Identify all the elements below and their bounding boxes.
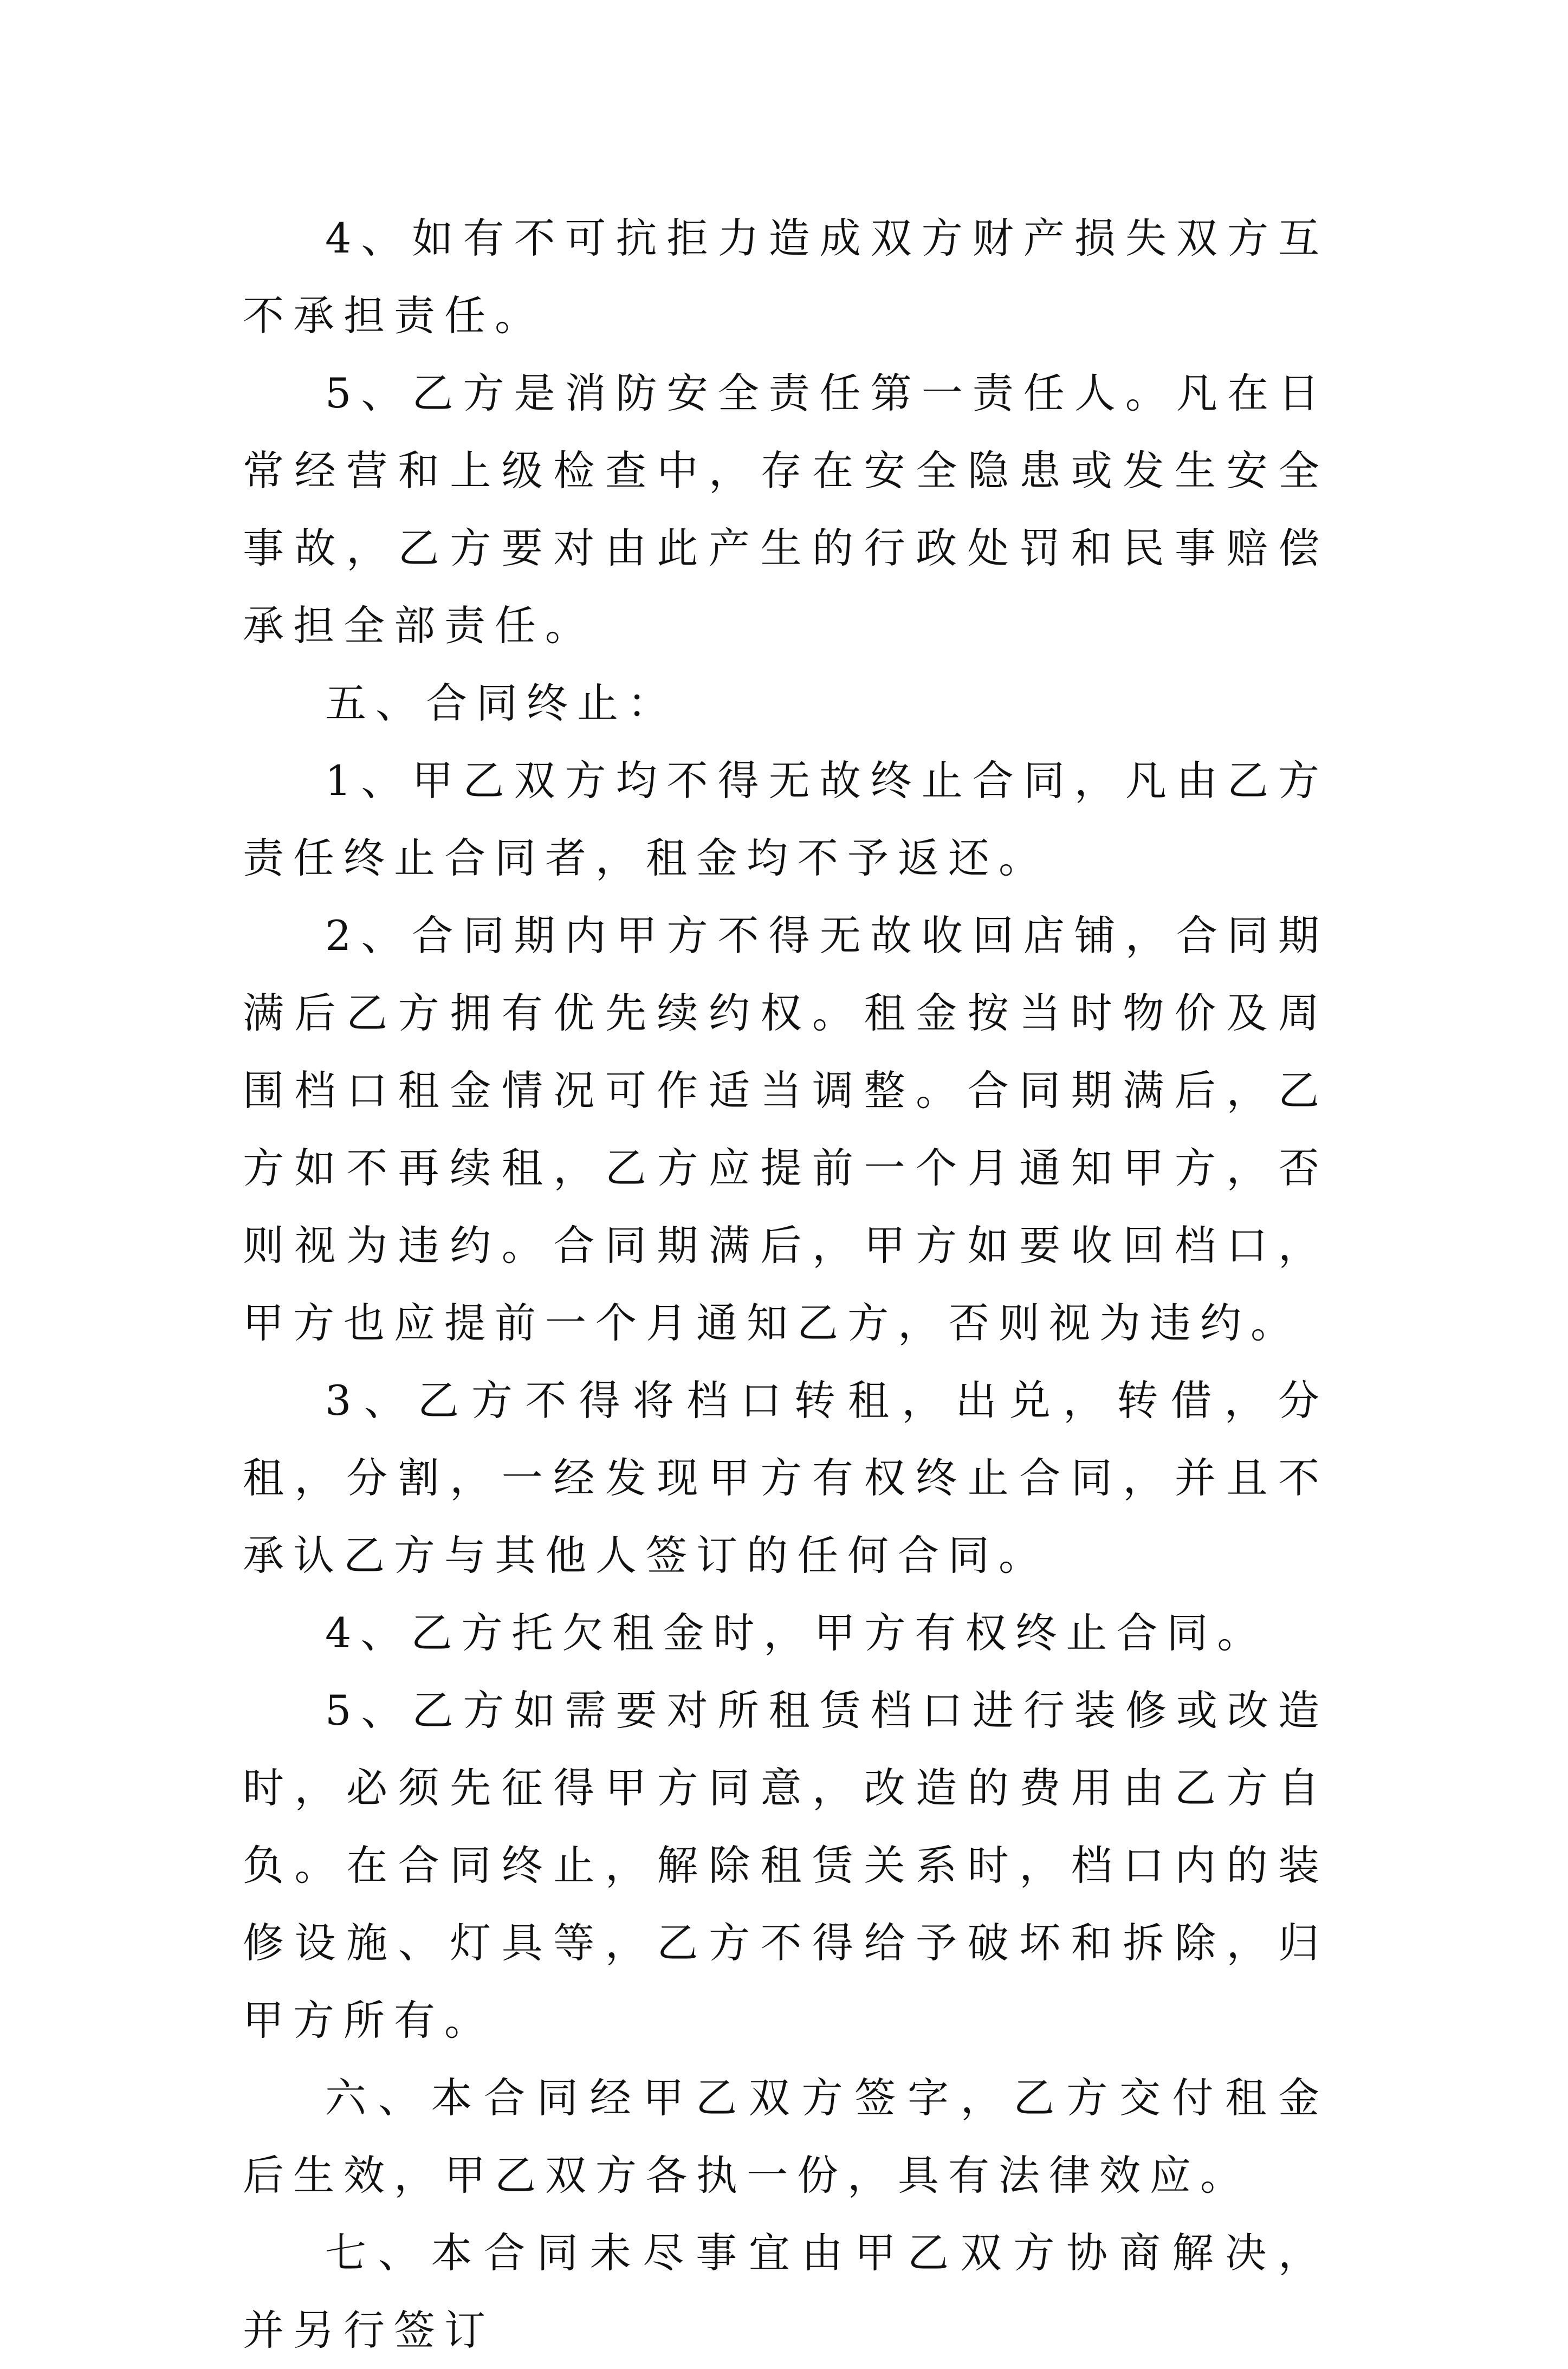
paragraph-termination-5: 5、乙方如需要对所租赁档口进行装修或改造时，必须先征得甲方同意，改造的费用由乙方自负。在合同终止，解除租赁关系时，档口内的装修设施、灯具等，乙方不得给予破坏和拆除，归甲方所有。 (243, 1686, 1329, 2044)
paragraph-termination-2: 2、合同期内甲方不得无故收回店铺，合同期满后乙方拥有优先续约权。租金按当时物价及周围档口租金情况可作适当调整。合同期满后，乙方如不再续租，乙方应提前一个月通知甲方，否则视为违约。合同期满后，甲方如要收回档口，甲方也应提前一个月通知乙方，否则视为违约。 (243, 911, 1329, 1347)
section-six-effectiveness: 六、本合同经甲乙双方签字，乙方交付租金后生效，甲乙双方各执一份，具有法律效应。 (243, 2074, 1329, 2199)
paragraph-termination-4: 4、乙方托欠租金时，甲方有权终止合同。 (325, 1609, 1268, 1657)
paragraph-force-majeure: 4、如有不可抗拒力造成双方财产损失双方互不承担责任。 (243, 214, 1329, 340)
paragraph-fire-safety: 5、乙方是消防安全责任第一责任人。凡在日常经营和上级检查中，存在安全隐患或发生安全事故，乙方要对由此产生的行政处罚和民事赔偿承担全部责任。 (243, 369, 1329, 650)
document-body (243, 199, 1329, 2369)
section-heading-termination: 五、合同终止： (325, 679, 678, 727)
paragraph-termination-3: 3、乙方不得将档口转租，出兑，转借，分租，分割，一经发现甲方有权终止合同，并且不承认乙方与其他人签订的任何合同。 (243, 1376, 1329, 1580)
paragraph-termination-1: 1、甲乙双方均不得无故终止合同，凡由乙方责任终止合同者，租金均不予返还。 (243, 756, 1329, 882)
section-seven-unresolved-matters: 七、本合同未尽事宜由甲乙双方协商解决，并另行签订 (243, 2229, 1329, 2354)
